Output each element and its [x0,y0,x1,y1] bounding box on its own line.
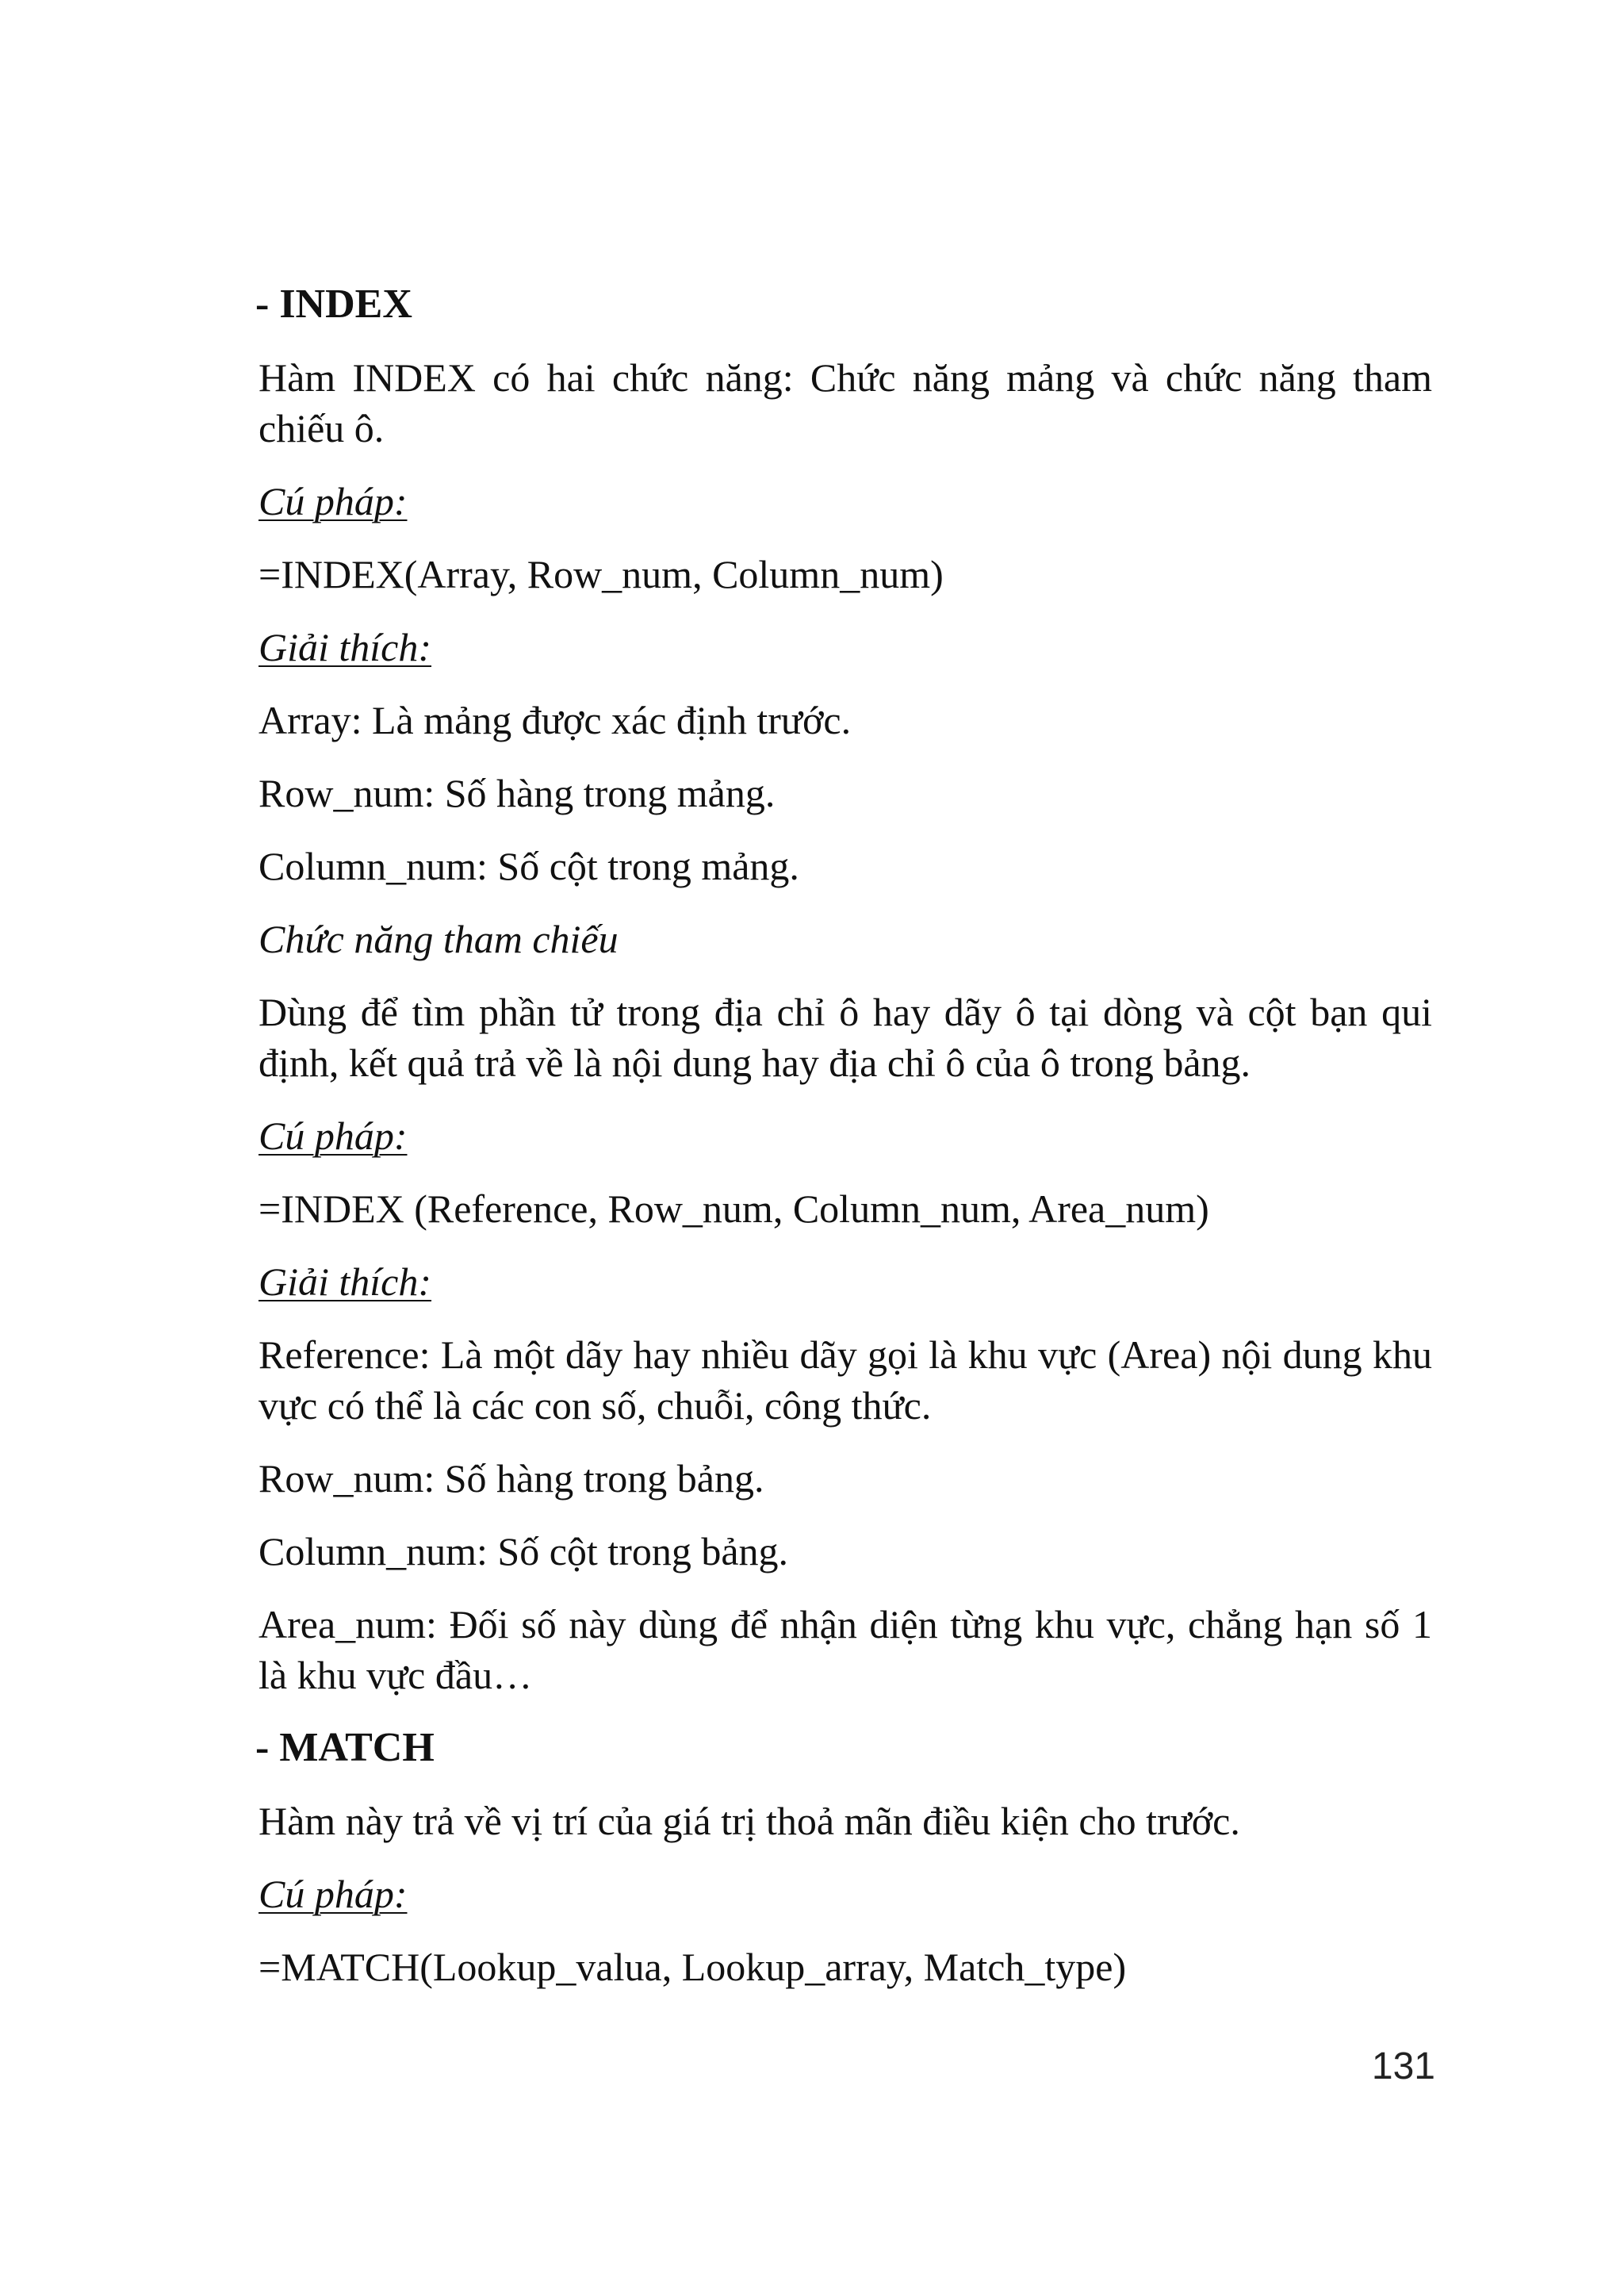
index-array-arg-column-num: Column_num: Số cột trong mảng. [259,844,799,888]
explain-label: Giải thích: [259,1259,432,1304]
index-array-explain-label [259,622,1432,673]
index-reference-arg-reference: Reference: Là một dãy hay nhiều dãy gọi là khu vực (Area) nội dung khu vực có thể là các con số, chuỗi, công thức. [259,1332,1432,1428]
index-array-syntax-label [259,476,1432,527]
reference-form-description: Dùng để tìm phần tử trong địa chỉ ô hay dãy ô tại dòng và cột bạn qui định, kết quả trả về là nội dung hay địa chỉ ô của ô trong bảng. [259,990,1432,1085]
page-content [255,279,1432,2014]
syntax-label: Cú pháp: [259,1872,408,1916]
explain-label: Giải thích: [259,625,432,669]
index-reference-arg-area-num: Area_num: Đối số này dùng để nhận diện từng khu vực, chẳng hạn số 1 là khu vực đầu… [259,1602,1432,1697]
index-array-syntax: =INDEX(Array, Row_num, Column_num) [259,552,944,596]
match-heading: - MATCH [255,1725,435,1770]
index-reference-arg-column-num: Column_num: Số cột trong bảng. [259,1529,789,1573]
match-syntax-label [259,1869,1432,1919]
page-number: 131 [1371,2045,1435,2087]
index-array-arg-array: Array: Là mảng được xác định trước. [259,698,852,742]
reference-form-title: Chức năng tham chiếu [259,917,619,961]
match-intro: Hàm này trả về vị trí của giá trị thoả mãn điều kiện cho trước. [259,1799,1240,1843]
match-syntax: =MATCH(Lookup_valua, Lookup_array, Match_type) [259,1945,1127,1989]
index-reference-arg-row-num: Row_num: Số hàng trong bảng. [259,1456,764,1501]
index-reference-explain-label [259,1256,1432,1307]
index-heading: - INDEX [255,282,412,327]
syntax-label: Cú pháp: [259,1114,408,1158]
index-intro: Hàm INDEX có hai chức năng: Chức năng mảng và chức năng tham chiếu ô. [259,355,1432,450]
index-reference-syntax-label [259,1110,1432,1161]
index-reference-syntax: =INDEX (Reference, Row_num, Column_num, Area_num) [259,1186,1209,1231]
index-array-arg-row-num: Row_num: Số hàng trong mảng. [259,771,776,815]
syntax-label: Cú pháp: [259,479,408,523]
